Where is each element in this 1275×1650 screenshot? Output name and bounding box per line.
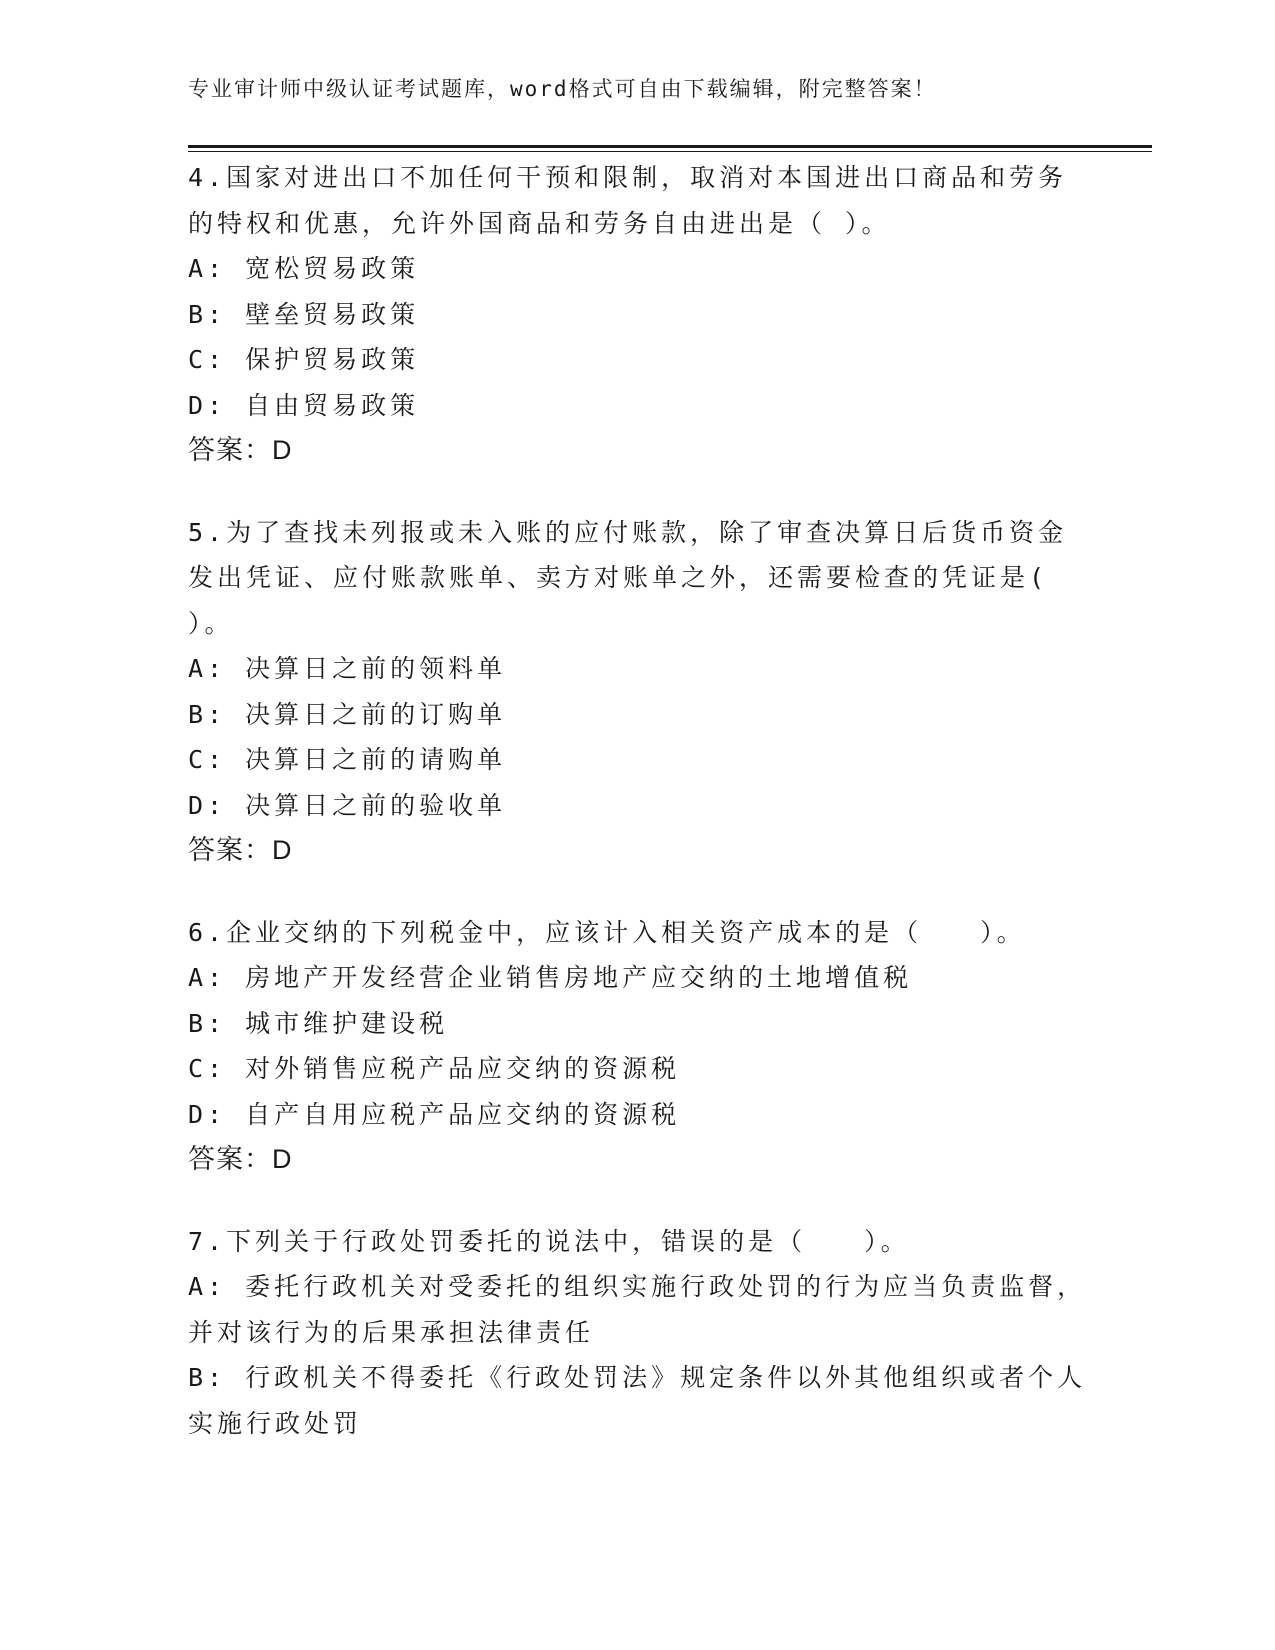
- option-b: B: 壁垒贸易政策: [188, 299, 420, 329]
- option-c: C: 对外销售应税产品应交纳的资源税: [188, 1054, 681, 1083]
- answer-label: 答案：D: [188, 1144, 293, 1174]
- option-a: A: 房地产开发经营企业销售房地产应交纳的土地增值税: [188, 963, 913, 992]
- page-header: 专业审计师中级认证考试题库，word格式可自由下载编辑，附完整答案！: [188, 77, 937, 101]
- question-5: [188, 510, 1088, 874]
- question-7: [188, 1219, 1088, 1447]
- question-text: 4.国家对进出口不加任何干预和限制，取消对本国进出口商品和劳务: [188, 163, 1068, 192]
- question-text: 7.下列关于行政处罚委托的说法中，错误的是（ ）。: [188, 1226, 910, 1256]
- header-divider-thin: [188, 151, 1152, 152]
- question-6: [188, 910, 1088, 1183]
- option-d: D: 自产自用应税产品应交纳的资源税: [188, 1099, 681, 1129]
- option-a: A: 宽松贸易政策: [188, 254, 420, 283]
- question-text: 5.为了查找未列报或未入账的应付账款，除了审查决算日后货币资金: [188, 517, 1068, 547]
- option-b: B: 决算日之前的订购单: [188, 699, 507, 729]
- question-text: 6.企业交纳的下列税金中，应该计入相关资产成本的是（ ）。: [188, 917, 1026, 947]
- option-d: D: 决算日之前的验收单: [188, 790, 507, 820]
- option-b-continued: 实施行政处罚: [188, 1408, 363, 1438]
- header-divider-thick: [188, 145, 1152, 148]
- option-a-continued: 并对该行为的后果承担法律责任: [188, 1317, 595, 1347]
- answer-label: 答案：D: [188, 835, 293, 865]
- question-4: [188, 155, 1088, 474]
- answer-label: 答案：D: [188, 435, 293, 465]
- option-d: D: 自由贸易政策: [188, 390, 420, 420]
- option-c: C: 决算日之前的请购单: [188, 745, 507, 774]
- option-c: C: 保护贸易政策: [188, 345, 420, 374]
- question-text: ）。: [188, 608, 234, 638]
- option-a: A: 决算日之前的领料单: [188, 654, 507, 683]
- question-list: [188, 155, 1088, 1482]
- question-text: 发出凭证、应付账款账单、卖方对账单之外，还需要检查的凭证是(: [188, 563, 1049, 592]
- option-b: B: 行政机关不得委托《行政处罚法》规定条件以外其他组织或者个人: [188, 1363, 1087, 1392]
- question-text: 的特权和优惠，允许外国商品和劳务自由进出是（ ）。: [188, 208, 891, 238]
- option-b: B: 城市维护建设税: [188, 1008, 449, 1038]
- option-a: A: 委托行政机关对受委托的组织实施行政处罚的行为应当负责监督，: [188, 1272, 1087, 1301]
